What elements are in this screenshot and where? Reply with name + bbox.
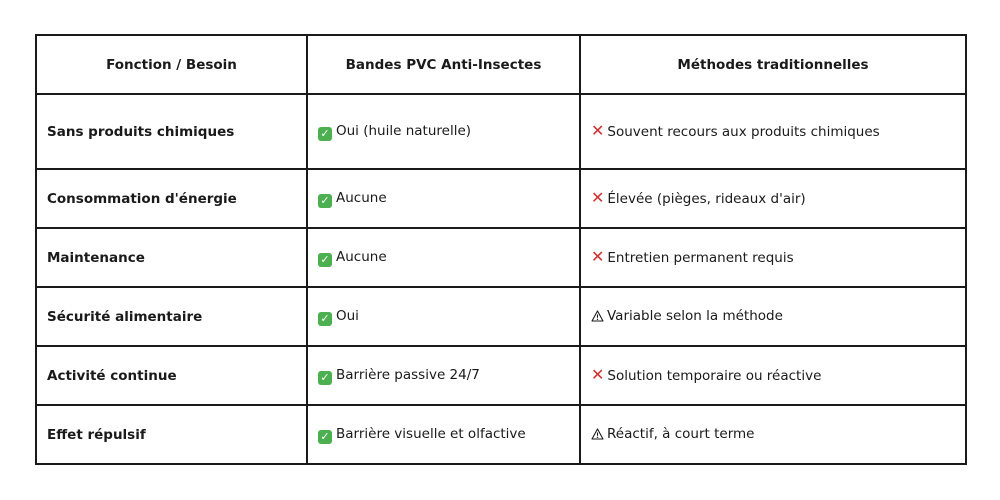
traditional-value: Entretien permanent requis <box>607 250 794 266</box>
row-label: Sans produits chimiques <box>36 94 307 169</box>
check-mark-icon: ✓ <box>318 194 332 208</box>
pvc-cell <box>307 287 580 346</box>
table-row <box>36 228 966 287</box>
traditional-value: Solution temporaire ou réactive <box>607 368 822 384</box>
pvc-value: Aucune <box>336 189 387 206</box>
check-mark-icon: ✓ <box>318 430 332 444</box>
check-mark-icon: ✓ <box>318 253 332 267</box>
traditional-value: Souvent recours aux produits chimiques <box>607 124 880 140</box>
header-row <box>36 35 966 94</box>
header-traditional: Méthodes traditionnelles <box>580 35 966 94</box>
table-row <box>36 287 966 346</box>
cross-icon: ✕ <box>591 121 605 140</box>
comparison-table <box>35 34 967 465</box>
traditional-cell <box>580 228 966 287</box>
row-label: Maintenance <box>36 228 307 287</box>
table-row <box>36 169 966 228</box>
check-mark-icon: ✓ <box>318 312 332 326</box>
traditional-value: Variable selon la méthode <box>607 307 783 324</box>
pvc-cell <box>307 94 580 169</box>
traditional-cell <box>580 169 966 228</box>
row-label: Sécurité alimentaire <box>36 287 307 346</box>
traditional-value: Réactif, à court terme <box>607 425 755 442</box>
cross-icon: ✕ <box>591 188 605 207</box>
header-function: Fonction / Besoin <box>36 35 307 94</box>
table-row <box>36 346 966 405</box>
traditional-cell <box>580 287 966 346</box>
header-pvc: Bandes PVC Anti-Insectes <box>307 35 580 94</box>
traditional-cell <box>580 346 966 405</box>
pvc-value: Barrière visuelle et olfactive <box>336 425 526 442</box>
warning-icon <box>591 428 604 444</box>
pvc-cell <box>307 228 580 287</box>
pvc-value: Barrière passive 24/7 <box>336 366 480 383</box>
pvc-cell <box>307 169 580 228</box>
cross-icon: ✕ <box>591 247 605 266</box>
pvc-cell <box>307 346 580 405</box>
row-label: Activité continue <box>36 346 307 405</box>
traditional-cell <box>580 94 966 169</box>
check-mark-icon: ✓ <box>318 127 332 141</box>
row-label: Effet répulsif <box>36 405 307 464</box>
table-row <box>36 405 966 464</box>
pvc-value: Oui <box>336 307 359 324</box>
traditional-cell <box>580 405 966 464</box>
warning-icon <box>591 310 604 326</box>
check-mark-icon: ✓ <box>318 371 332 385</box>
pvc-cell <box>307 405 580 464</box>
row-label: Consommation d'énergie <box>36 169 307 228</box>
traditional-value: Élevée (pièges, rideaux d'air) <box>607 191 806 207</box>
pvc-value: Aucune <box>336 248 387 265</box>
pvc-value: Oui (huile naturelle) <box>336 122 472 139</box>
table-row <box>36 94 966 169</box>
cross-icon: ✕ <box>591 365 605 384</box>
